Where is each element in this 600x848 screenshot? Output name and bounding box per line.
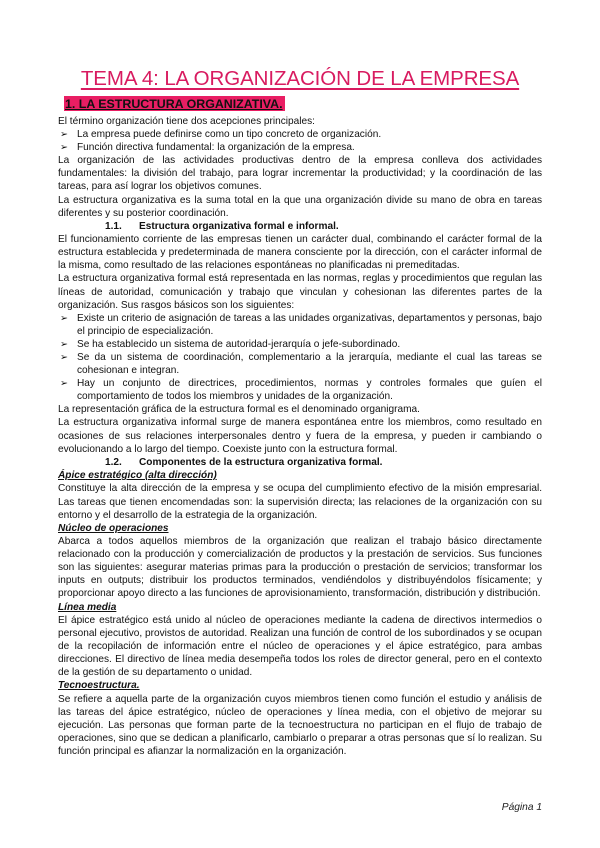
list-item: ➢ Se da un sistema de coordinación, complementario a la jerarquía, mediante el cual las tareas se cohesionan e integran. xyxy=(60,352,542,377)
arrow-bullet-icon: ➢ xyxy=(60,129,68,141)
paragraph-actividades: La organización de las actividades productivas dentro de la empresa conlleva dos actividades fundamentales: la división del trabajo, para lograr incrementar la productividad; y la coordinación de las tareas, para así lograr los objetivos comunes. xyxy=(58,155,542,193)
arrow-bullet-icon: ➢ xyxy=(60,312,68,324)
heading-tecno: Tecnoestructura. xyxy=(58,680,140,692)
paragraph-informal: La estructura organizativa informal surge de manera espontánea entre los miembros, como resultado en ocasiones de sus relaciones interpersonales dentro y fuera de la empresa, y pueden ir cambiando o evolucionando a lo largo del tiempo. Coexiste junto con la estructura formal. xyxy=(58,417,542,455)
page-number: Página 1 xyxy=(501,802,542,813)
arrow-bullet-icon: ➢ xyxy=(60,338,68,350)
paragraph-nucleo: Abarca a todos aquellos miembros de la organización que realizan el trabajo básico directamente relacionado con la producción y comercialización de productos y la prestación de servicios. Sus funciones son las siguientes: asegurar materias primas para la producción o prestación de servicios; transformar los inputs en outputs; distribuir los productos terminados, vendiéndolos y distribuyéndolos físicamente; y proporcionar apoyo directo a las funciones de aprovisionamiento, transformación, distribución y distribución. xyxy=(58,536,542,600)
paragraph-tecno: Se refiere a aquella parte de la organización cuyos miembros tienen como función el estudio y análisis de las tareas del ápice estratégico, núcleo de operaciones y línea media, con el objetivo de mejorar su ejecución. Las personas que forman parte de la tecnoestructura no participan en el flujo de trabajo de operaciones, sino que se dedican a planificarlo, cambiarlo o preparar a otras personas que sí lo realizan. Su función principal es afianzar la normalización en la organización. xyxy=(58,693,542,757)
document-page xyxy=(58,66,542,758)
paragraph-formal: La estructura organizativa formal está representada en las normas, reglas y procedimientos que regulan las líneas de autoridad, comunicación y trabajo que vinculan y cohesionan las diferentes partes de la organización. Sus rasgos básicos son los siguientes: xyxy=(58,273,542,311)
paragraph-estructura: La estructura organizativa es la suma total en la que una organización divide su mano de obra en tareas diferentes y su posterior coordinación. xyxy=(58,194,542,219)
heading-linea: Línea media xyxy=(58,601,117,613)
paragraph-dual: El funcionamiento corriente de las empresas tienen un carácter dual, combinando el carácter formal de la estructura establecida y predeterminada de manera consciente por la dirección, con el carácter informal de la misma, como resultado de las relaciones espontáneas no planificadas ni premeditadas. xyxy=(58,234,542,272)
heading-apice: Ápice estratégico (alta dirección) xyxy=(58,470,217,482)
subsection-heading: 1.2. Componentes de la estructura organizativa formal. xyxy=(105,456,383,468)
arrow-bullet-icon: ➢ xyxy=(60,352,68,363)
heading-nucleo: Núcleo de operaciones xyxy=(58,522,169,534)
section-heading xyxy=(64,95,542,113)
list-item: ➢ Existe un criterio de asignación de tareas a las unidades organizativas, departamentos y personas, bajo el principio de especialización. xyxy=(60,312,542,337)
list-item: ➢ Hay un conjunto de directrices, procedimientos, normas y controles formales que guíen el comportamiento de todos los miembros y unidades de la organización. xyxy=(60,378,542,403)
acepciones-list xyxy=(58,128,542,154)
paragraph-organigrama: La representación gráfica de la estructura formal es el denominado organigrama. xyxy=(58,404,420,416)
intro-paragraph: El término organización tiene dos acepciones principales: xyxy=(58,116,315,127)
page-title: TEMA 4: LA ORGANIZACIÓN DE LA EMPRESA xyxy=(80,67,520,90)
section-heading-text: 1. LA ESTRUCTURA ORGANIZATIVA. xyxy=(65,97,283,111)
rasgos-list xyxy=(58,312,542,404)
paragraph-linea: El ápice estratégico está unido al núcleo de operaciones mediante la cadena de directivos intermedios o personal ejecutivo, provistos de autoridad. Realizan una función de control de los subordinados y se ocupan de la recopilación de información entre el núcleo de operaciones y el ápice estratégico, para ambas direcciones. El directivo de línea media desempeña todos los roles de director general, pero en el contexto de la gestión de su departamento o unidad. xyxy=(58,614,542,679)
arrow-bullet-icon: ➢ xyxy=(60,378,68,390)
arrow-bullet-icon: ➢ xyxy=(60,142,68,154)
list-item: ➢ La empresa puede definirse como un tipo concreto de organización. xyxy=(60,129,382,141)
paragraph-apice: Constituye la alta dirección de la empresa y se ocupa del cumplimiento efectivo de la misión empresarial. Las tareas que tienen encomendadas son: la supervisión directa; las relaciones de la organización con su entorno y el desarrollo de la estrategia de la organización. xyxy=(58,483,542,521)
subsection-heading: 1.1. Estructura organizativa formal e informal. xyxy=(105,220,339,232)
list-item: ➢ Función directiva fundamental: la organización de la empresa. xyxy=(60,142,355,154)
list-item: ➢ Se ha establecido un sistema de autoridad-jerarquía o jefe-subordinado. xyxy=(60,338,401,350)
